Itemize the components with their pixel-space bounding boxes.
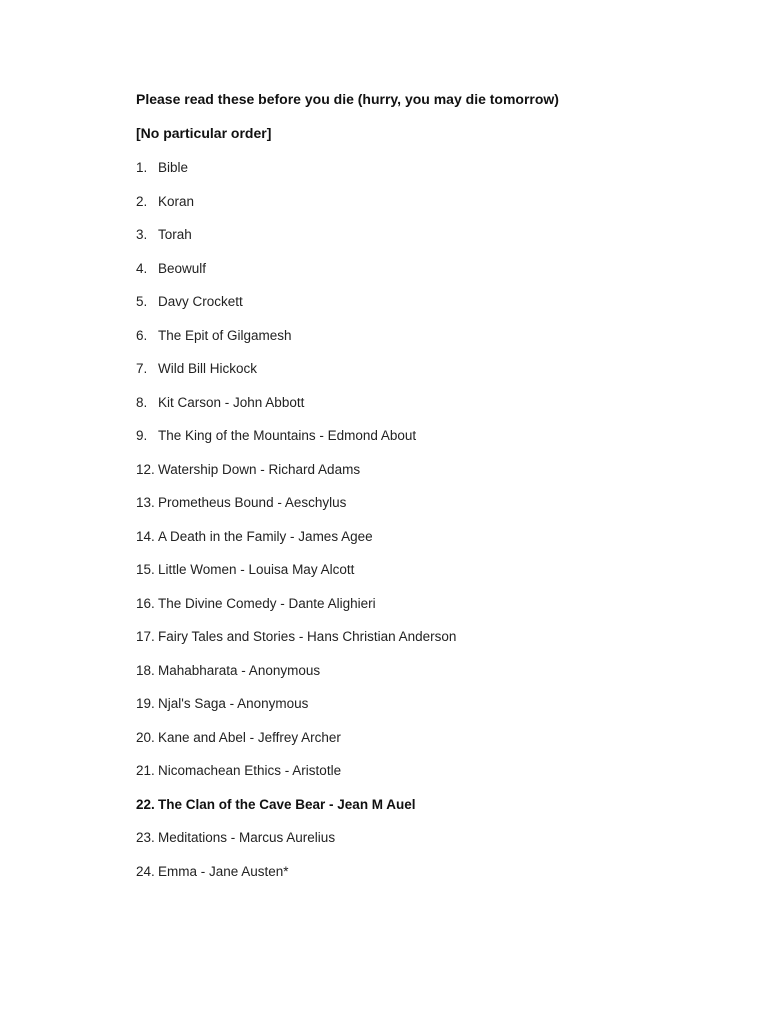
list-item	[136, 628, 456, 662]
list-item-number: 4.	[136, 260, 148, 276]
list-item-text: Njal's Saga - Anonymous	[158, 696, 309, 711]
document-subtitle: [No particular order]	[136, 125, 272, 141]
list-item	[136, 260, 456, 294]
list-item-text: Wild Bill Hickock	[158, 361, 258, 376]
list-item	[136, 729, 456, 763]
list-item-text: Torah	[158, 227, 192, 242]
list-item-number: 8.	[136, 394, 148, 410]
list-item	[136, 159, 456, 193]
list-item-number: 18.	[136, 662, 155, 678]
list-item-text: Little Women - Louisa May Alcott	[158, 562, 355, 577]
list-item	[136, 595, 456, 629]
list-item-number: 5.	[136, 294, 148, 309]
list-item-text: Kane and Abel - Jeffrey Archer	[158, 729, 341, 745]
list-item-number: 17.	[136, 629, 155, 644]
list-item-number: 9.	[136, 428, 148, 443]
list-item-text: A Death in the Family - James Agee	[158, 528, 373, 544]
list-item	[136, 360, 456, 394]
list-item-number: 7.	[136, 361, 148, 376]
list-item-text: Prometheus Bound - Aeschylus	[158, 495, 347, 510]
list-item-number: 21.	[136, 763, 155, 778]
list-item	[136, 829, 456, 863]
list-item	[136, 327, 456, 361]
list-item-number: 16.	[136, 595, 155, 611]
list-item	[136, 796, 456, 830]
list-item	[136, 427, 456, 461]
list-item-text: Watership Down - Richard Adams	[158, 461, 361, 477]
list-item	[136, 662, 456, 696]
list-item-text: The Epit of Gilgamesh	[158, 327, 292, 343]
list-item-text: Koran	[158, 193, 195, 209]
list-item-text: The King of the Mountains - Edmond About	[158, 428, 417, 443]
book-list	[136, 159, 456, 896]
list-item	[136, 494, 456, 528]
list-item	[136, 394, 456, 428]
list-item-number: 2.	[136, 193, 148, 209]
list-item-text: Beowulf	[158, 260, 207, 276]
list-item-number: 14.	[136, 528, 155, 544]
list-item-text: Meditations - Marcus Aurelius	[158, 830, 336, 845]
list-item-text: The Divine Comedy - Dante Alighieri	[158, 595, 376, 611]
list-item-number: 23.	[136, 830, 155, 845]
document-title: Please read these before you die (hurry, you may die tomorrow)	[136, 91, 559, 107]
list-item-text: Emma - Jane Austen*	[158, 863, 289, 879]
list-item-text: Fairy Tales and Stories - Hans Christian Anderson	[158, 629, 457, 644]
list-item-text: Mahabharata - Anonymous	[158, 662, 321, 678]
list-item	[136, 226, 456, 260]
list-item	[136, 461, 456, 495]
list-item	[136, 561, 456, 595]
list-item	[136, 695, 456, 729]
list-item-number: 22.	[136, 796, 155, 812]
list-item-number: 20.	[136, 729, 155, 745]
list-item-number: 6.	[136, 327, 148, 343]
list-item-text: Davy Crockett	[158, 294, 243, 309]
list-item-number: 13.	[136, 495, 155, 510]
list-item	[136, 193, 456, 227]
list-item-number: 1.	[136, 160, 148, 175]
list-item-text: Kit Carson - John Abbott	[158, 394, 305, 410]
list-item-number: 15.	[136, 562, 155, 577]
list-item	[136, 762, 456, 796]
list-item	[136, 293, 456, 327]
list-item-number: 19.	[136, 696, 155, 711]
list-item-number: 12.	[136, 461, 155, 477]
list-item-number: 24.	[136, 863, 155, 879]
list-item	[136, 528, 456, 562]
list-item-text: Nicomachean Ethics - Aristotle	[158, 763, 342, 778]
list-item	[136, 863, 456, 897]
list-item-text: Bible	[158, 160, 189, 175]
list-item-text: The Clan of the Cave Bear - Jean M Auel	[158, 796, 416, 812]
list-item-number: 3.	[136, 227, 148, 242]
